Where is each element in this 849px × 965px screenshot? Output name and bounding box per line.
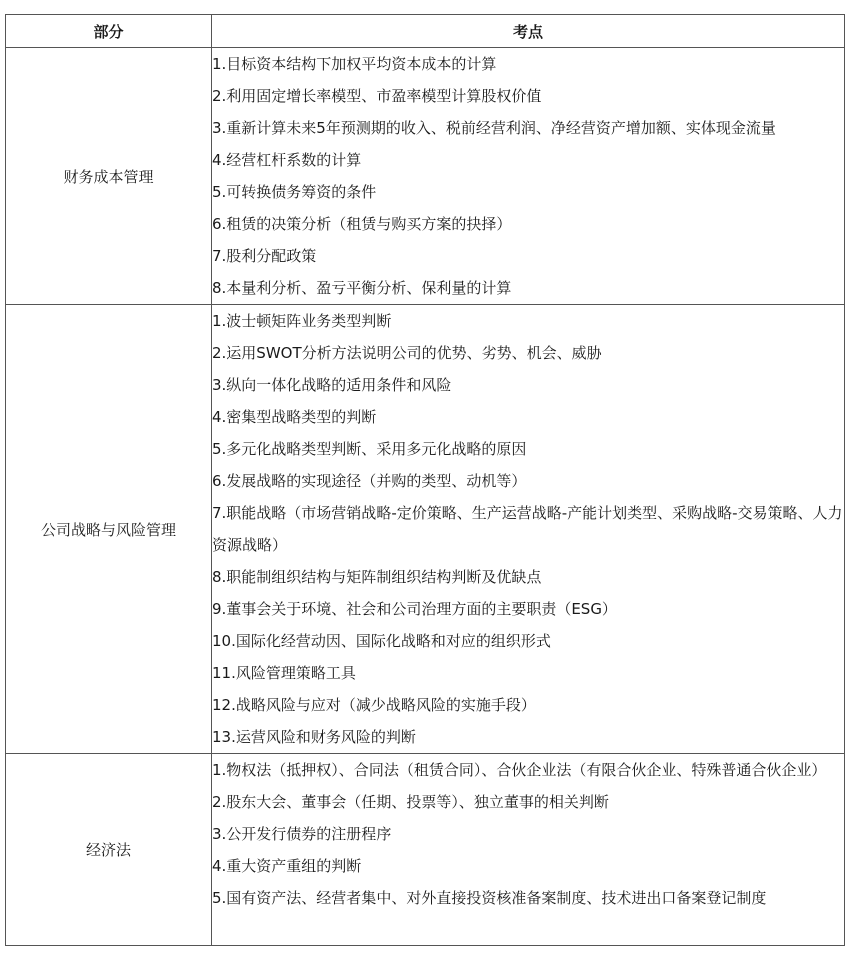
point-item: 8.本量利分析、盈亏平衡分析、保利量的计算 — [212, 279, 512, 297]
point-item: 11.风险管理策略工具 — [212, 664, 356, 682]
point-item: 4.密集型战略类型的判断 — [212, 408, 377, 426]
part-name: 财务成本管理 — [6, 48, 212, 305]
table-header-row — [6, 15, 845, 48]
point-item: 3.重新计算未来5年预测期的收入、税前经营利润、净经营资产增加额、实体现金流量 — [212, 119, 776, 137]
part-name: 经济法 — [6, 754, 212, 946]
point-item: 3.公开发行债券的注册程序 — [212, 825, 392, 843]
points-list — [212, 48, 845, 305]
point-item: 13.运营风险和财务风险的判断 — [212, 728, 416, 746]
point-item: 7.职能战略（市场营销战略-定价策略、生产运营战略-产能计划类型、采购战略-交易策略、人力资源战略） — [212, 504, 843, 554]
point-item: 2.运用SWOT分析方法说明公司的优势、劣势、机会、威胁 — [212, 344, 602, 362]
point-item: 4.重大资产重组的判断 — [212, 857, 362, 875]
part-name: 公司战略与风险管理 — [6, 305, 212, 754]
header-points: 考点 — [212, 15, 845, 48]
header-part: 部分 — [6, 15, 212, 48]
table-row-finance — [6, 48, 845, 305]
point-item: 5.国有资产法、经营者集中、对外直接投资核准备案制度、技术进出口备案登记制度 — [212, 889, 767, 907]
point-item: 5.多元化战略类型判断、采用多元化战略的原因 — [212, 440, 527, 458]
point-item: 8.职能制组织结构与矩阵制组织结构判断及优缺点 — [212, 568, 542, 586]
point-item: 6.发展战略的实现途径（并购的类型、动机等） — [212, 472, 527, 490]
exam-points-table — [5, 14, 845, 946]
point-item: 2.股东大会、董事会（任期、投票等）、独立董事的相关判断 — [212, 793, 609, 811]
point-item: 1.物权法（抵押权）、合同法（租赁合同）、合伙企业法（有限合伙企业、特殊普通合伙企业） — [212, 761, 827, 779]
point-item: 1.目标资本结构下加权平均资本成本的计算 — [212, 55, 497, 73]
table-row-strategy — [6, 305, 845, 754]
point-item: 7.股利分配政策 — [212, 247, 317, 265]
point-item: 5.可转换债务筹资的条件 — [212, 183, 377, 201]
table-row-economic-law — [6, 754, 845, 946]
point-item: 6.租赁的决策分析（租赁与购买方案的抉择） — [212, 215, 512, 233]
point-item: 4.经营杠杆系数的计算 — [212, 151, 362, 169]
points-list — [212, 754, 845, 946]
points-list — [212, 305, 845, 754]
point-item: 9.董事会关于环境、社会和公司治理方面的主要职责（ESG） — [212, 600, 617, 618]
point-item: 12.战略风险与应对（减少战略风险的实施手段） — [212, 696, 536, 714]
point-item: 2.利用固定增长率模型、市盈率模型计算股权价值 — [212, 87, 542, 105]
point-item: 1.波士顿矩阵业务类型判断 — [212, 312, 392, 330]
point-item: 10.国际化经营动因、国际化战略和对应的组织形式 — [212, 632, 551, 650]
point-item: 3.纵向一体化战略的适用条件和风险 — [212, 376, 452, 394]
